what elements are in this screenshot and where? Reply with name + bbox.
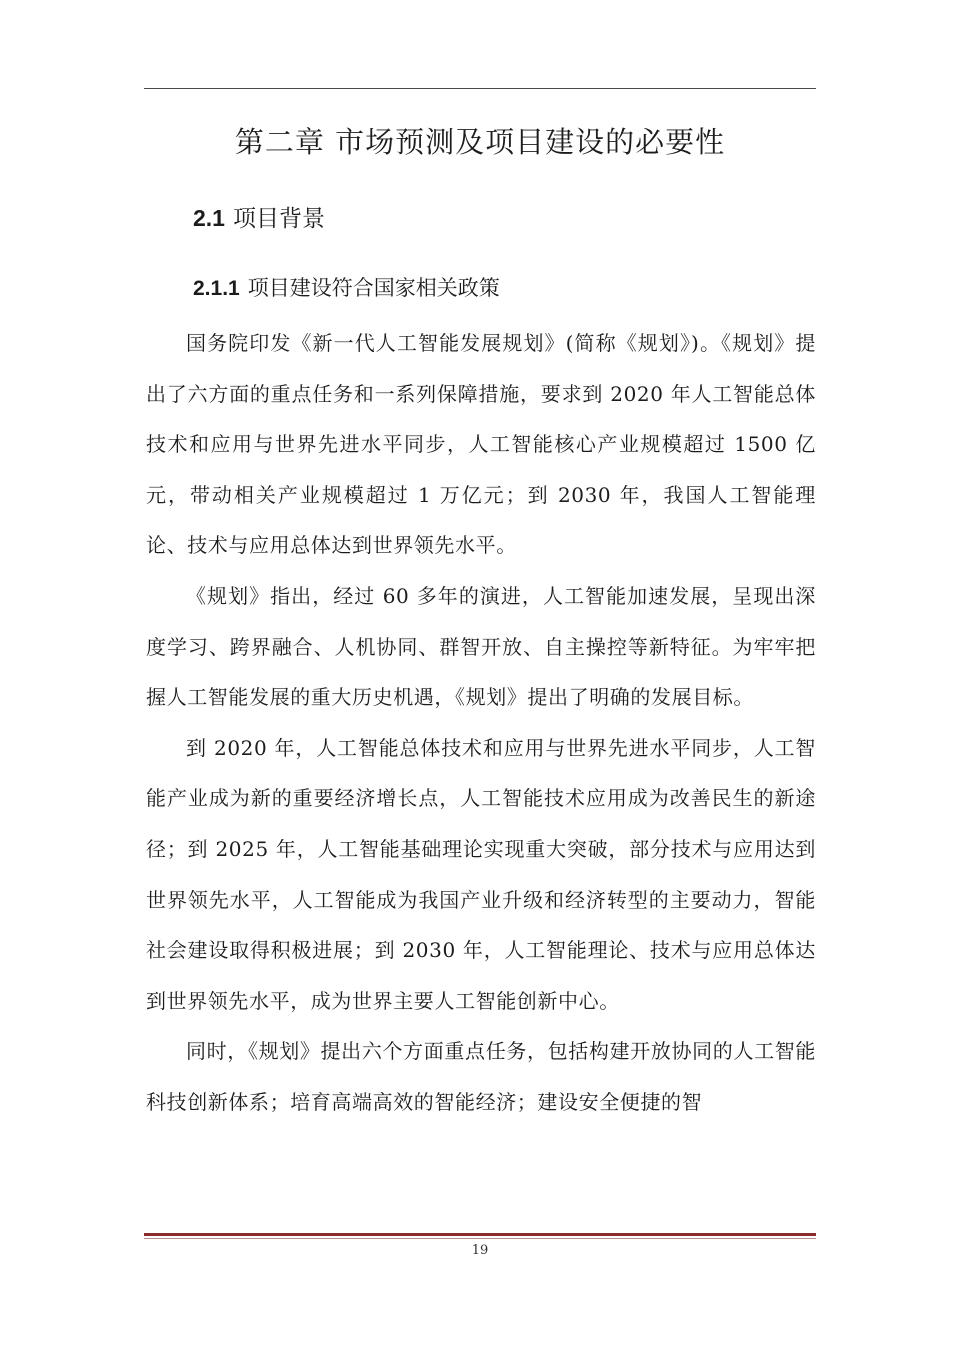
subsection-title: 项目建设符合国家相关政策: [247, 276, 500, 300]
section-number: 2.1: [193, 205, 225, 231]
page-number: 19: [471, 1243, 489, 1258]
paragraph: 同时，《规划》提出六个方面重点任务，包括构建开放协同的人工智能科技创新体系；培育高端高效的智能经济；建设安全便捷的智: [146, 1039, 816, 1114]
footer-rule-thin: [144, 1238, 816, 1239]
section-title: 项目背景: [232, 206, 325, 232]
paragraph: 国务院印发《新一代人工智能发展规划》(简称《规划》)。《规划》提出了六方面的重点任务和一系列保障措施，要求到 2020 年人工智能总体技术和应用与世界先进水平同步，人工智能核心产业规模超过 1500 亿元，带动相关产业规模超过 1 万亿元；到 2030 年，我国人工智能理论、技术与应用总体达到世界领先水平。: [146, 331, 816, 558]
body-text: [146, 318, 816, 1128]
chapter-title: 第二章 市场预测及项目建设的必要性: [234, 125, 726, 159]
subsection-number: 2.1.1: [193, 277, 240, 300]
subsection-heading: [193, 268, 500, 309]
section-heading: [193, 198, 325, 239]
paragraph: 《规划》指出，经过 60 多年的演进，人工智能加速发展，呈现出深度学习、跨界融合、人机协同、群智开放、自主操控等新特征。为牢牢把握人工智能发展的重大历史机遇，《规划》提出了明确的发展目标。: [146, 583, 816, 710]
footer-rule: [144, 1233, 816, 1236]
paragraph: 到 2020 年，人工智能总体技术和应用与世界先进水平同步，人工智能产业成为新的重要经济增长点，人工智能技术应用成为改善民生的新途径；到 2025 年，人工智能基础理论实现重大突破，部分技术与应用达到世界领先水平，人工智能成为我国产业升级和经济转型的主要动力，智能社会建设取得积极进展；到 2030 年，人工智能理论、技术与应用总体达到世界领先水平，成为世界主要人工智能创新中心。: [146, 735, 816, 1013]
header-rule: [144, 88, 816, 89]
